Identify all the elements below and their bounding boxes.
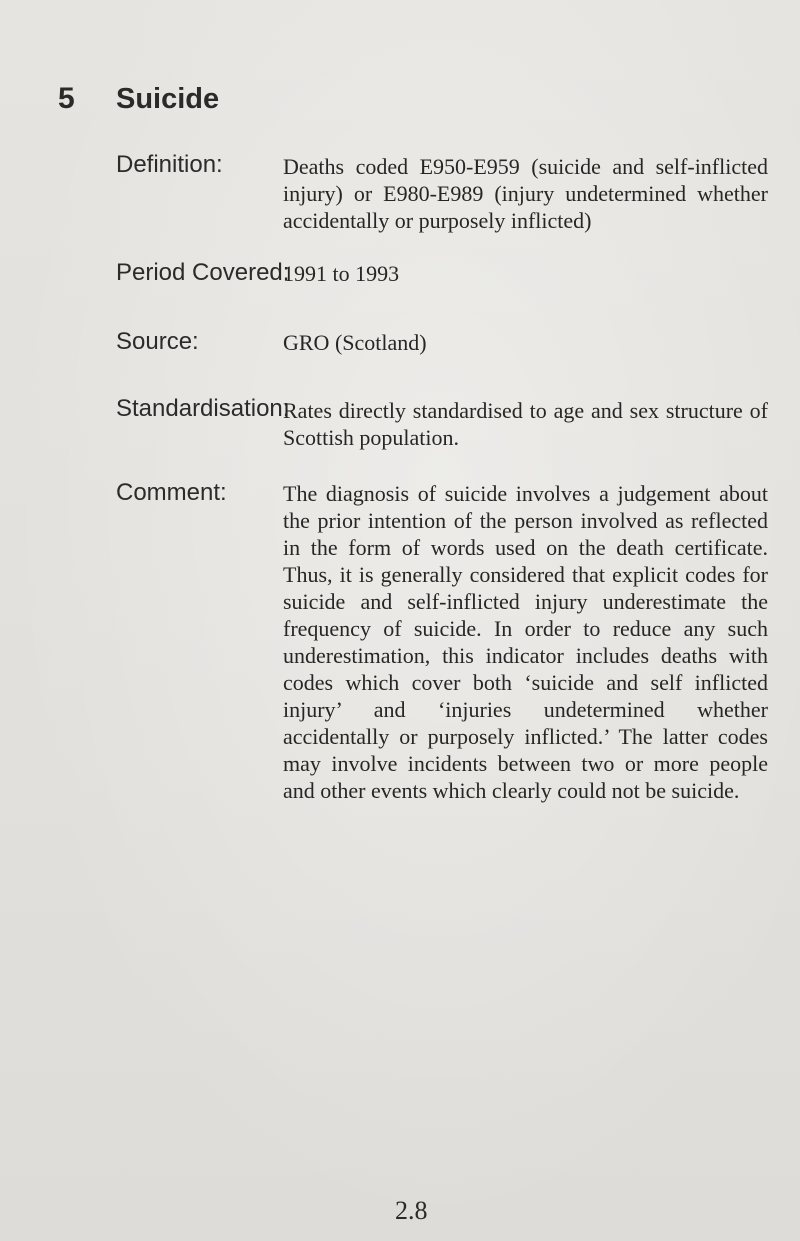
- definition-label: Definition:: [116, 151, 223, 178]
- period-covered-label: Period Covered:: [116, 259, 290, 286]
- page-number: 2.8: [395, 1196, 428, 1225]
- section-number: 5: [58, 82, 75, 115]
- definition-value: Deaths coded E950-E959 (suicide and self-inflicted injury) or E980-E989 (injury undetermined whether accidentally or purposely inflicted): [283, 154, 768, 233]
- standardisation-label: Standardisation:: [116, 395, 290, 422]
- source-label: Source:: [116, 328, 199, 355]
- standardisation-value: Rates directly standardised to age and sex structure of Scottish population.: [283, 398, 768, 450]
- period-covered-value: 1991 to 1993: [283, 261, 400, 286]
- comment-value: The diagnosis of suicide involves a judgement about the prior intention of the person involved as reflected in the form of words used on the death certificate. Thus, it is generally considered that explicit codes for suicide and self-inflicted injury underestimate the frequency of suicide. In order to reduce any such underestimation, this indicator includes deaths with codes which cover both ‘suicide and self inflicted injury’ and ‘injuries undetermined whether accidentally or purposely inflicted.’ The latter codes may involve incidents between two or more people and other events which clearly could not be suicide.: [283, 481, 768, 803]
- source-value: GRO (Scotland): [283, 330, 427, 355]
- section-title: Suicide: [116, 83, 220, 115]
- comment-label: Comment:: [116, 479, 227, 506]
